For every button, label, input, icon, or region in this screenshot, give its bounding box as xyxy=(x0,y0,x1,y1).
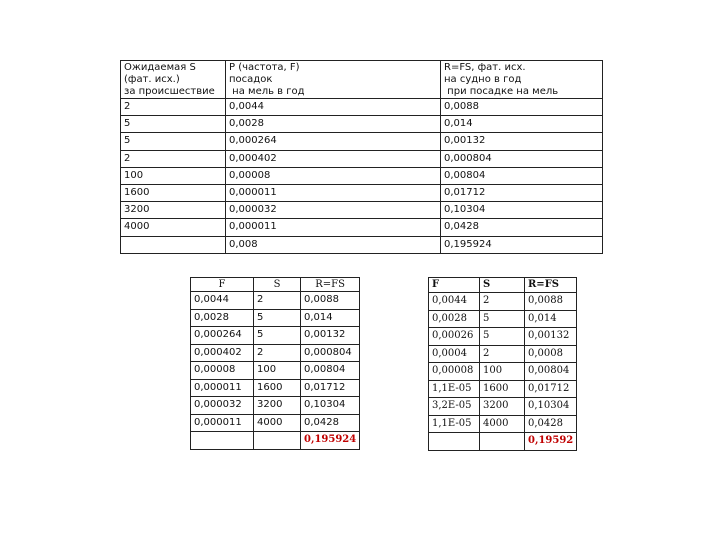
table-cell: 0,00008 xyxy=(191,362,254,380)
table-cell: 1600 xyxy=(480,380,525,398)
header-f: F xyxy=(429,278,480,293)
table-cell: 0,10304 xyxy=(301,397,360,415)
table-cell: 2 xyxy=(480,345,525,363)
header-line: за происшествие xyxy=(124,86,215,97)
table-cell: 0,01712 xyxy=(441,185,603,202)
table-row xyxy=(121,167,603,184)
table-cell: 0,000011 xyxy=(226,185,441,202)
total-row xyxy=(121,236,603,253)
table-cell: 0,000032 xyxy=(226,202,441,219)
table-cell: 0,000264 xyxy=(226,133,441,150)
table-cell: 0,0088 xyxy=(525,293,577,311)
header-frequency xyxy=(226,61,441,99)
header-f: F xyxy=(191,278,254,292)
table-row xyxy=(191,414,360,432)
total-risk: 0,19592 xyxy=(525,433,577,451)
table-row xyxy=(191,344,360,362)
table-row xyxy=(429,380,577,398)
risk-table-right xyxy=(428,277,577,451)
table-row xyxy=(121,202,603,219)
header-r: R=FS xyxy=(525,278,577,293)
table-cell: 4000 xyxy=(121,219,226,236)
table-cell: 1,1E-05 xyxy=(429,415,480,433)
table-row xyxy=(121,150,603,167)
table-cell: 0,0008 xyxy=(525,345,577,363)
header-line: R=FS, фат. исх. xyxy=(444,62,526,73)
header-s: S xyxy=(254,278,301,292)
table-row xyxy=(191,379,360,397)
table-cell: 5 xyxy=(254,309,301,327)
table-cell: 0,000011 xyxy=(191,414,254,432)
table-cell: 0,00008 xyxy=(226,167,441,184)
table-cell: 0,014 xyxy=(301,309,360,327)
table-cell: 0,000264 xyxy=(191,327,254,345)
header-line: на мель в год xyxy=(229,86,305,97)
table-cell: 0,0088 xyxy=(441,99,603,116)
table-cell: 0,0428 xyxy=(301,414,360,432)
table-cell: 3,2E-05 xyxy=(429,398,480,416)
table-cell: 3200 xyxy=(480,398,525,416)
risk-table-left xyxy=(190,277,360,450)
table-cell: 0,0028 xyxy=(226,116,441,133)
table-cell: 100 xyxy=(254,362,301,380)
table-row xyxy=(429,398,577,416)
header-line: Ожидаемая S xyxy=(124,62,196,73)
table-cell: 0,00026 xyxy=(429,328,480,346)
table-cell: 0,014 xyxy=(441,116,603,133)
table-row xyxy=(121,185,603,202)
table-cell: 2 xyxy=(254,344,301,362)
table-cell: 5 xyxy=(254,327,301,345)
table-cell: 0,01712 xyxy=(301,379,360,397)
empty-cell xyxy=(429,433,480,451)
table-row xyxy=(121,116,603,133)
header-row xyxy=(429,278,577,293)
table-cell: 0,000402 xyxy=(226,150,441,167)
header-s: S xyxy=(480,278,525,293)
table-cell: 0,000402 xyxy=(191,344,254,362)
total-frequency: 0,008 xyxy=(226,236,441,253)
table-row xyxy=(429,328,577,346)
table-cell: 1,1E-05 xyxy=(429,380,480,398)
table-cell: 0,01712 xyxy=(525,380,577,398)
table-cell: 0,0044 xyxy=(191,292,254,310)
table-cell: 1600 xyxy=(254,379,301,397)
table-cell: 0,000032 xyxy=(191,397,254,415)
table-cell: 0,0028 xyxy=(191,309,254,327)
total-risk: 0,195924 xyxy=(441,236,603,253)
table-row xyxy=(191,327,360,345)
header-line: (фат. исх.) xyxy=(124,74,180,85)
header-row xyxy=(121,61,603,99)
header-line: P (частота, F) xyxy=(229,62,300,73)
header-r: R=FS xyxy=(301,278,360,292)
header-risk xyxy=(441,61,603,99)
table-cell: 1600 xyxy=(121,185,226,202)
table-cell: 2 xyxy=(121,150,226,167)
table-cell: 5 xyxy=(480,328,525,346)
table-cell: 0,000011 xyxy=(191,379,254,397)
empty-cell xyxy=(254,432,301,450)
total-row xyxy=(429,433,577,451)
header-row xyxy=(191,278,360,292)
table-cell: 0,0044 xyxy=(429,293,480,311)
table-row xyxy=(429,293,577,311)
table-cell: 0,00132 xyxy=(441,133,603,150)
table-row xyxy=(121,219,603,236)
table-row xyxy=(429,345,577,363)
table-row xyxy=(121,133,603,150)
table-row xyxy=(429,310,577,328)
table-cell: 4000 xyxy=(254,414,301,432)
top-table-body xyxy=(121,99,603,237)
table-row xyxy=(429,415,577,433)
table-cell: 0,00804 xyxy=(525,363,577,381)
table-cell: 2 xyxy=(254,292,301,310)
table-cell: 0,0004 xyxy=(429,345,480,363)
table-cell: 0,014 xyxy=(525,310,577,328)
table-row xyxy=(429,363,577,381)
table-cell: 0,10304 xyxy=(525,398,577,416)
table-cell: 4000 xyxy=(480,415,525,433)
table-cell: 5 xyxy=(121,133,226,150)
table-row xyxy=(191,292,360,310)
empty-cell xyxy=(191,432,254,450)
table-cell: 0,00132 xyxy=(301,327,360,345)
header-expected-s xyxy=(121,61,226,99)
right-table-body xyxy=(429,293,577,433)
table-cell: 0,00008 xyxy=(429,363,480,381)
table-cell: 5 xyxy=(121,116,226,133)
table-cell: 0,0088 xyxy=(301,292,360,310)
table-cell: 100 xyxy=(121,167,226,184)
table-cell: 0,0028 xyxy=(429,310,480,328)
table-row xyxy=(191,397,360,415)
risk-table-main xyxy=(120,60,603,254)
table-cell: 0,0044 xyxy=(226,99,441,116)
table-row xyxy=(121,99,603,116)
header-line: посадок xyxy=(229,74,273,85)
table-cell: 5 xyxy=(480,310,525,328)
total-risk: 0,195924 xyxy=(301,432,360,450)
total-cell-empty xyxy=(121,236,226,253)
left-table-body xyxy=(191,292,360,432)
table-cell: 3200 xyxy=(121,202,226,219)
table-cell: 100 xyxy=(480,363,525,381)
table-cell: 0,10304 xyxy=(441,202,603,219)
header-line: при посадке на мель xyxy=(444,86,559,97)
table-cell: 0,000804 xyxy=(301,344,360,362)
table-cell: 0,0428 xyxy=(525,415,577,433)
header-line: на судно в год xyxy=(444,74,522,85)
table-cell: 0,00804 xyxy=(441,167,603,184)
table-cell: 0,00804 xyxy=(301,362,360,380)
table-cell: 0,0428 xyxy=(441,219,603,236)
total-row xyxy=(191,432,360,450)
table-row xyxy=(191,309,360,327)
table-cell: 2 xyxy=(121,99,226,116)
table-cell: 0,000011 xyxy=(226,219,441,236)
table-cell: 2 xyxy=(480,293,525,311)
table-cell: 0,000804 xyxy=(441,150,603,167)
table-row xyxy=(191,362,360,380)
table-cell: 3200 xyxy=(254,397,301,415)
table-cell: 0,00132 xyxy=(525,328,577,346)
empty-cell xyxy=(480,433,525,451)
